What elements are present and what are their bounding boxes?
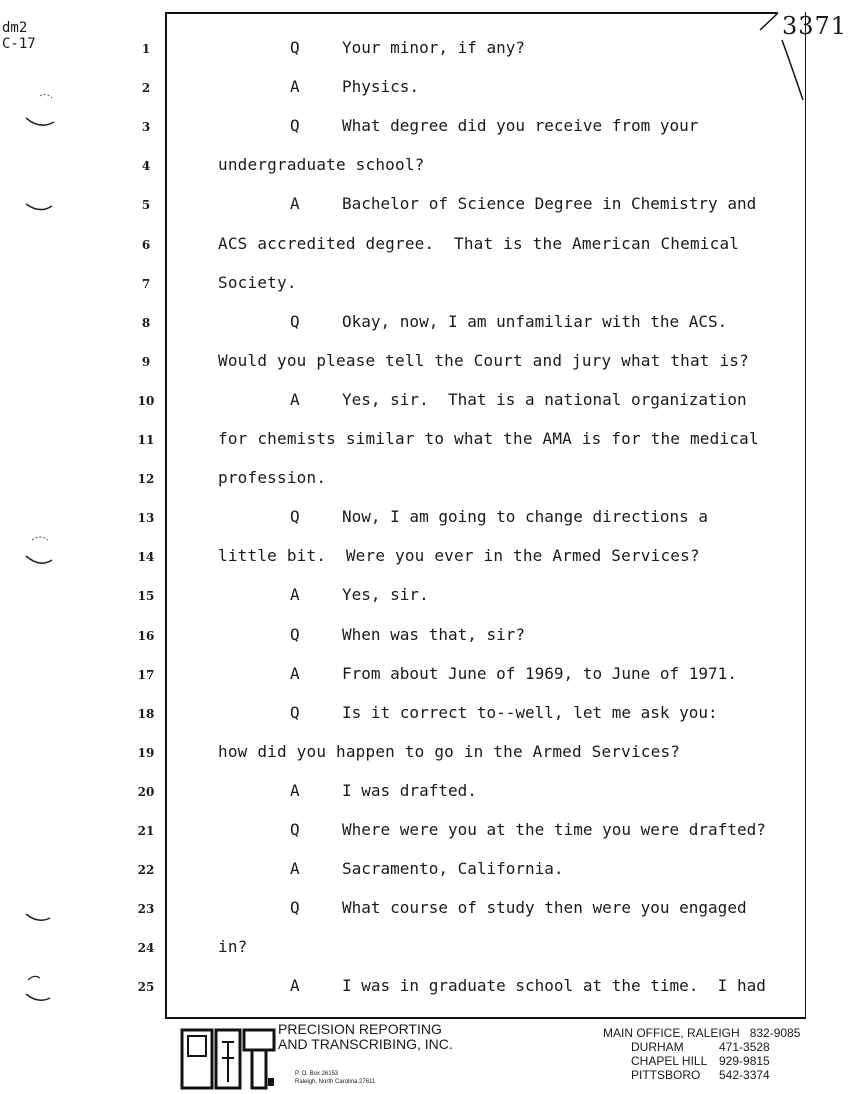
speaker-label: Q	[290, 702, 300, 722]
testimony-line: Your minor, if any?	[342, 38, 526, 57]
speaker-label: Q	[290, 311, 300, 331]
testimony-line: I was drafted.	[342, 780, 477, 800]
office-city: CHAPEL HILL	[631, 1054, 708, 1068]
testimony-line: how did you happen to go in the Armed Services?	[218, 741, 681, 761]
punch-hole-mark	[22, 186, 64, 216]
line-number: 13	[137, 511, 155, 526]
testimony-line: What degree did you receive from your	[342, 116, 699, 136]
speaker-label: A	[290, 859, 300, 879]
address-line-1: P. O. Box 26153	[295, 1071, 339, 1077]
footer	[0, 1020, 860, 1094]
line-number: 7	[141, 276, 151, 291]
line-number: 9	[141, 354, 151, 369]
line-number: 20	[137, 784, 155, 799]
testimony-line: undergraduate school?	[218, 155, 425, 175]
office-city: PITTSBORO	[631, 1068, 701, 1082]
speaker-label: Q	[290, 116, 300, 136]
company-name	[278, 1022, 453, 1052]
line-number: 10	[137, 393, 155, 408]
testimony-line: Physics.	[342, 77, 420, 97]
line-number: 2	[141, 81, 151, 96]
speaker-label: Q	[290, 898, 300, 918]
testimony-line: in?	[218, 937, 248, 957]
speaker-label: Q	[290, 507, 300, 527]
office-list	[603, 1026, 800, 1082]
testimony-line: I was in graduate school at the time. I had	[342, 976, 766, 996]
speaker-label: A	[290, 77, 300, 97]
line-number: 3	[141, 120, 151, 135]
testimony-line: What course of study then were you engaged	[342, 898, 747, 918]
side-note-dm2: dm2	[2, 20, 28, 36]
punch-hole-mark	[22, 532, 64, 572]
punch-hole-mark	[22, 900, 64, 930]
office-phone: 929-9815	[719, 1054, 770, 1068]
office-row	[603, 1068, 800, 1082]
testimony-line: ACS accredited degree. That is the American Chemical	[218, 233, 740, 253]
address-line-2: Raleigh, North Carolina 27611	[295, 1079, 376, 1085]
testimony-line: From about June of 1969, to June of 1971.	[342, 663, 737, 683]
speaker-label: A	[290, 780, 300, 800]
line-number: 24	[137, 941, 155, 956]
testimony-line: When was that, sir?	[342, 624, 526, 644]
speaker-label: A	[290, 976, 300, 996]
line-number: 8	[141, 315, 151, 330]
office-phone: 832-9085	[749, 1026, 801, 1040]
office-row	[603, 1040, 800, 1054]
punch-hole-mark	[22, 972, 64, 1012]
speaker-label: A	[290, 389, 300, 409]
testimony-line: Yes, sir. That is a national organization	[342, 389, 747, 409]
line-number: 21	[137, 824, 155, 838]
testimony-line: Sacramento, California.	[342, 859, 564, 879]
office-row	[603, 1054, 800, 1068]
company-line-1: PRECISION REPORTING	[278, 1021, 442, 1037]
line-number: 14	[137, 550, 155, 565]
testimony-line: profession.	[218, 468, 327, 488]
line-number: 5	[141, 198, 151, 213]
office-phone: 542-3374	[719, 1068, 770, 1082]
line-number: 1	[141, 42, 151, 56]
testimony-line: Yes, sir.	[342, 585, 429, 605]
line-number: 23	[137, 902, 155, 917]
testimony-line: Bachelor of Science Degree in Chemistry and	[342, 194, 757, 214]
company-address	[295, 1070, 375, 1086]
speaker-label: A	[290, 194, 300, 214]
speaker-label: Q	[290, 624, 300, 644]
line-number: 11	[137, 433, 155, 447]
line-number: 15	[137, 589, 155, 604]
line-number: 18	[137, 706, 155, 721]
line-number: 16	[137, 628, 155, 643]
testimony-line: Would you please tell the Court and jury what that is?	[218, 350, 749, 370]
office-row	[603, 1026, 800, 1040]
pt-logo	[180, 1024, 276, 1094]
testimony-line: Okay, now, I am unfamiliar with the ACS.	[342, 311, 728, 331]
testimony-line: little bit. Were you ever in the Armed Services?	[218, 546, 700, 566]
line-number: 6	[141, 237, 151, 252]
speaker-label: Q	[290, 820, 300, 839]
testimony-line: Society.	[218, 272, 297, 292]
line-number: 4	[141, 159, 151, 174]
speaker-label: A	[290, 663, 300, 683]
office-city: DURHAM	[631, 1040, 684, 1054]
speaker-label: Q	[290, 38, 300, 57]
testimony-line: Where were you at the time you were drafted?	[342, 820, 766, 839]
line-number: 19	[137, 745, 155, 760]
page-number: 3371	[782, 12, 848, 40]
speaker-label: A	[290, 585, 300, 605]
testimony-line: Is it correct to--well, let me ask you:	[342, 702, 718, 722]
company-line-2: AND TRANSCRIBING, INC.	[278, 1036, 453, 1052]
testimony-line: Now, I am going to change directions a	[342, 507, 709, 527]
testimony-line: for chemists similar to what the AMA is for the medical	[218, 429, 759, 448]
line-number: 17	[137, 667, 155, 682]
line-number: 25	[137, 980, 155, 995]
office-city: MAIN OFFICE, RALEIGH	[603, 1026, 740, 1040]
line-number: 12	[137, 472, 155, 487]
side-note-c17: C-17	[2, 36, 36, 52]
office-phone: 471-3528	[719, 1040, 770, 1054]
line-number: 22	[137, 863, 155, 878]
punch-hole-mark	[22, 88, 64, 138]
